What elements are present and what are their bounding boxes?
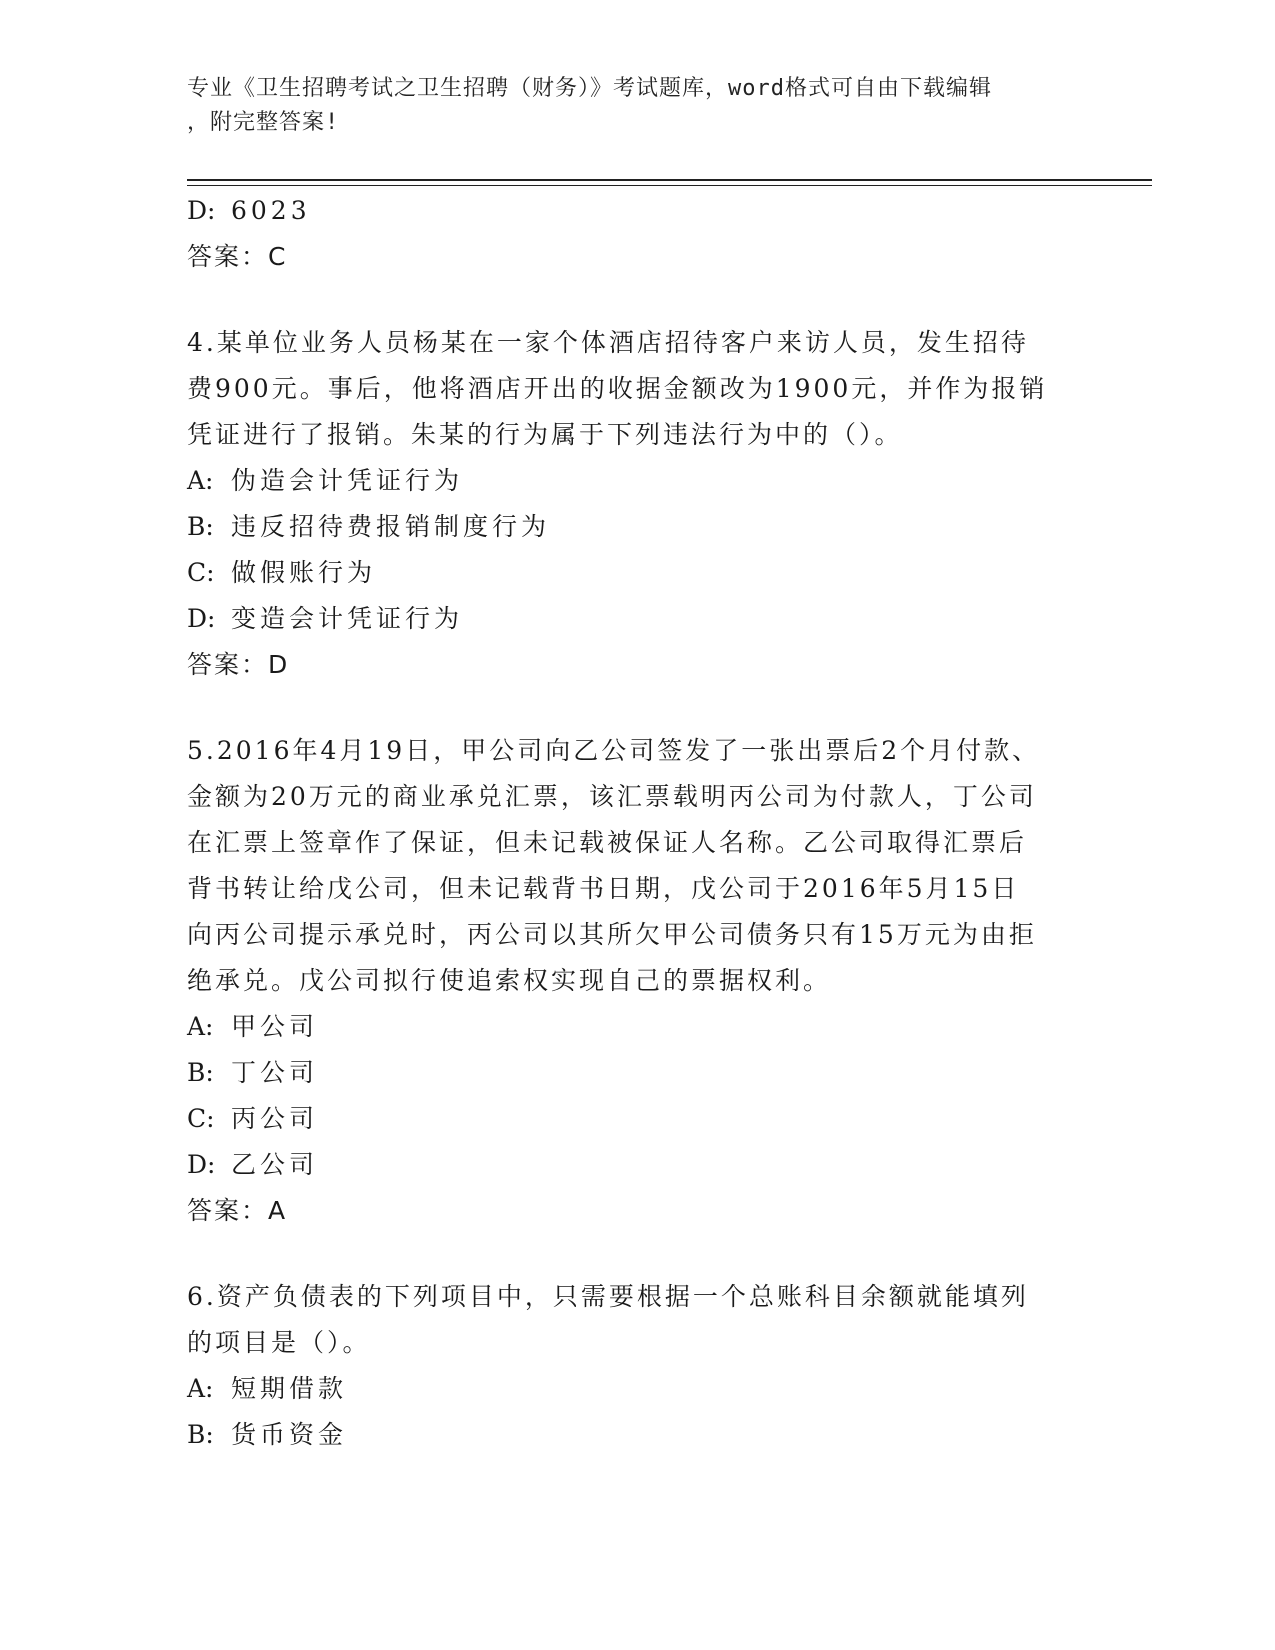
option-letter: A: <box>187 1012 214 1041</box>
question-text-line: 6.资产负债表的下列项目中，只需要根据一个总账科目余额就能填列 <box>187 1282 1029 1311</box>
question-text-line: 4.某单位业务人员杨某在一家个体酒店招待客户来访人员，发生招待 <box>187 328 1029 357</box>
answer: 答案：D <box>187 650 290 679</box>
option-text: 甲公司 <box>231 1012 319 1041</box>
question-text-line: 的项目是（）。 <box>187 1328 371 1357</box>
option-a <box>187 1004 1087 1050</box>
option-text: 6023 <box>231 196 311 225</box>
option-text: 货币资金 <box>231 1420 348 1449</box>
option-c <box>187 550 1087 596</box>
option-d <box>187 596 1087 642</box>
option-text: 丙公司 <box>231 1104 319 1133</box>
option-text: 乙公司 <box>231 1150 319 1179</box>
option-text: 做假账行为 <box>231 558 377 587</box>
answer: 答案：A <box>187 1196 288 1225</box>
question-text-line: 金额为20万元的商业承兑汇票，该汇票载明丙公司为付款人，丁公司 <box>187 782 1037 811</box>
question-text-line: 背书转让给戊公司，但未记载背书日期，戊公司于2016年5月15日 <box>187 874 1020 903</box>
question-text-line: 5.2016年4月19日，甲公司向乙公司签发了一张出票后2个月付款、 <box>187 736 1041 765</box>
option-letter: D: <box>187 196 216 225</box>
option-letter: B: <box>187 512 214 541</box>
option-d <box>187 1142 1087 1188</box>
option-a <box>187 458 1087 504</box>
option-b <box>187 1412 1087 1458</box>
option-text: 短期借款 <box>231 1374 348 1403</box>
option-d <box>187 188 1087 234</box>
question-text-line: 费900元。事后，他将酒店开出的收据金额改为1900元，并作为报销 <box>187 374 1048 403</box>
option-letter: D: <box>187 1150 216 1179</box>
option-letter: C: <box>187 558 215 587</box>
option-letter: C: <box>187 1104 215 1133</box>
option-b <box>187 1050 1087 1096</box>
question-4 <box>187 320 1087 688</box>
option-letter: B: <box>187 1420 214 1449</box>
question-text-line: 向丙公司提示承兑时，丙公司以其所欠甲公司债务只有15万元为由拒 <box>187 920 1037 949</box>
question-list <box>187 188 1087 1458</box>
header-divider-thick <box>187 179 1152 181</box>
question-text-line: 凭证进行了报销。朱某的行为属于下列违法行为中的（）。 <box>187 420 903 449</box>
question-text-line: 绝承兑。戊公司拟行使追索权实现自己的票据权利。 <box>187 966 832 995</box>
option-letter: A: <box>187 1374 214 1403</box>
option-text: 变造会计凭证行为 <box>231 604 464 633</box>
option-letter: A: <box>187 466 214 495</box>
option-a <box>187 1366 1087 1412</box>
option-text: 丁公司 <box>231 1058 319 1087</box>
option-text: 伪造会计凭证行为 <box>231 466 464 495</box>
header-divider-thin <box>187 185 1152 186</box>
option-letter: D: <box>187 604 216 633</box>
answer: 答案：C <box>187 242 288 271</box>
header-line-2: ，附完整答案! <box>187 110 340 135</box>
option-c <box>187 1096 1087 1142</box>
header-line-1: 专业《卫生招聘考试之卫生招聘（财务）》考试题库，word格式可自由下载编辑 <box>187 76 992 101</box>
question-text-line: 在汇票上签章作了保证，但未记载被保证人名称。乙公司取得汇票后 <box>187 828 1028 857</box>
option-b <box>187 504 1087 550</box>
question-6 <box>187 1274 1087 1458</box>
question-5 <box>187 728 1087 1234</box>
option-text: 违反招待费报销制度行为 <box>231 512 551 541</box>
page-header <box>187 72 1087 140</box>
option-letter: B: <box>187 1058 214 1087</box>
previous-question-tail <box>187 188 1087 280</box>
